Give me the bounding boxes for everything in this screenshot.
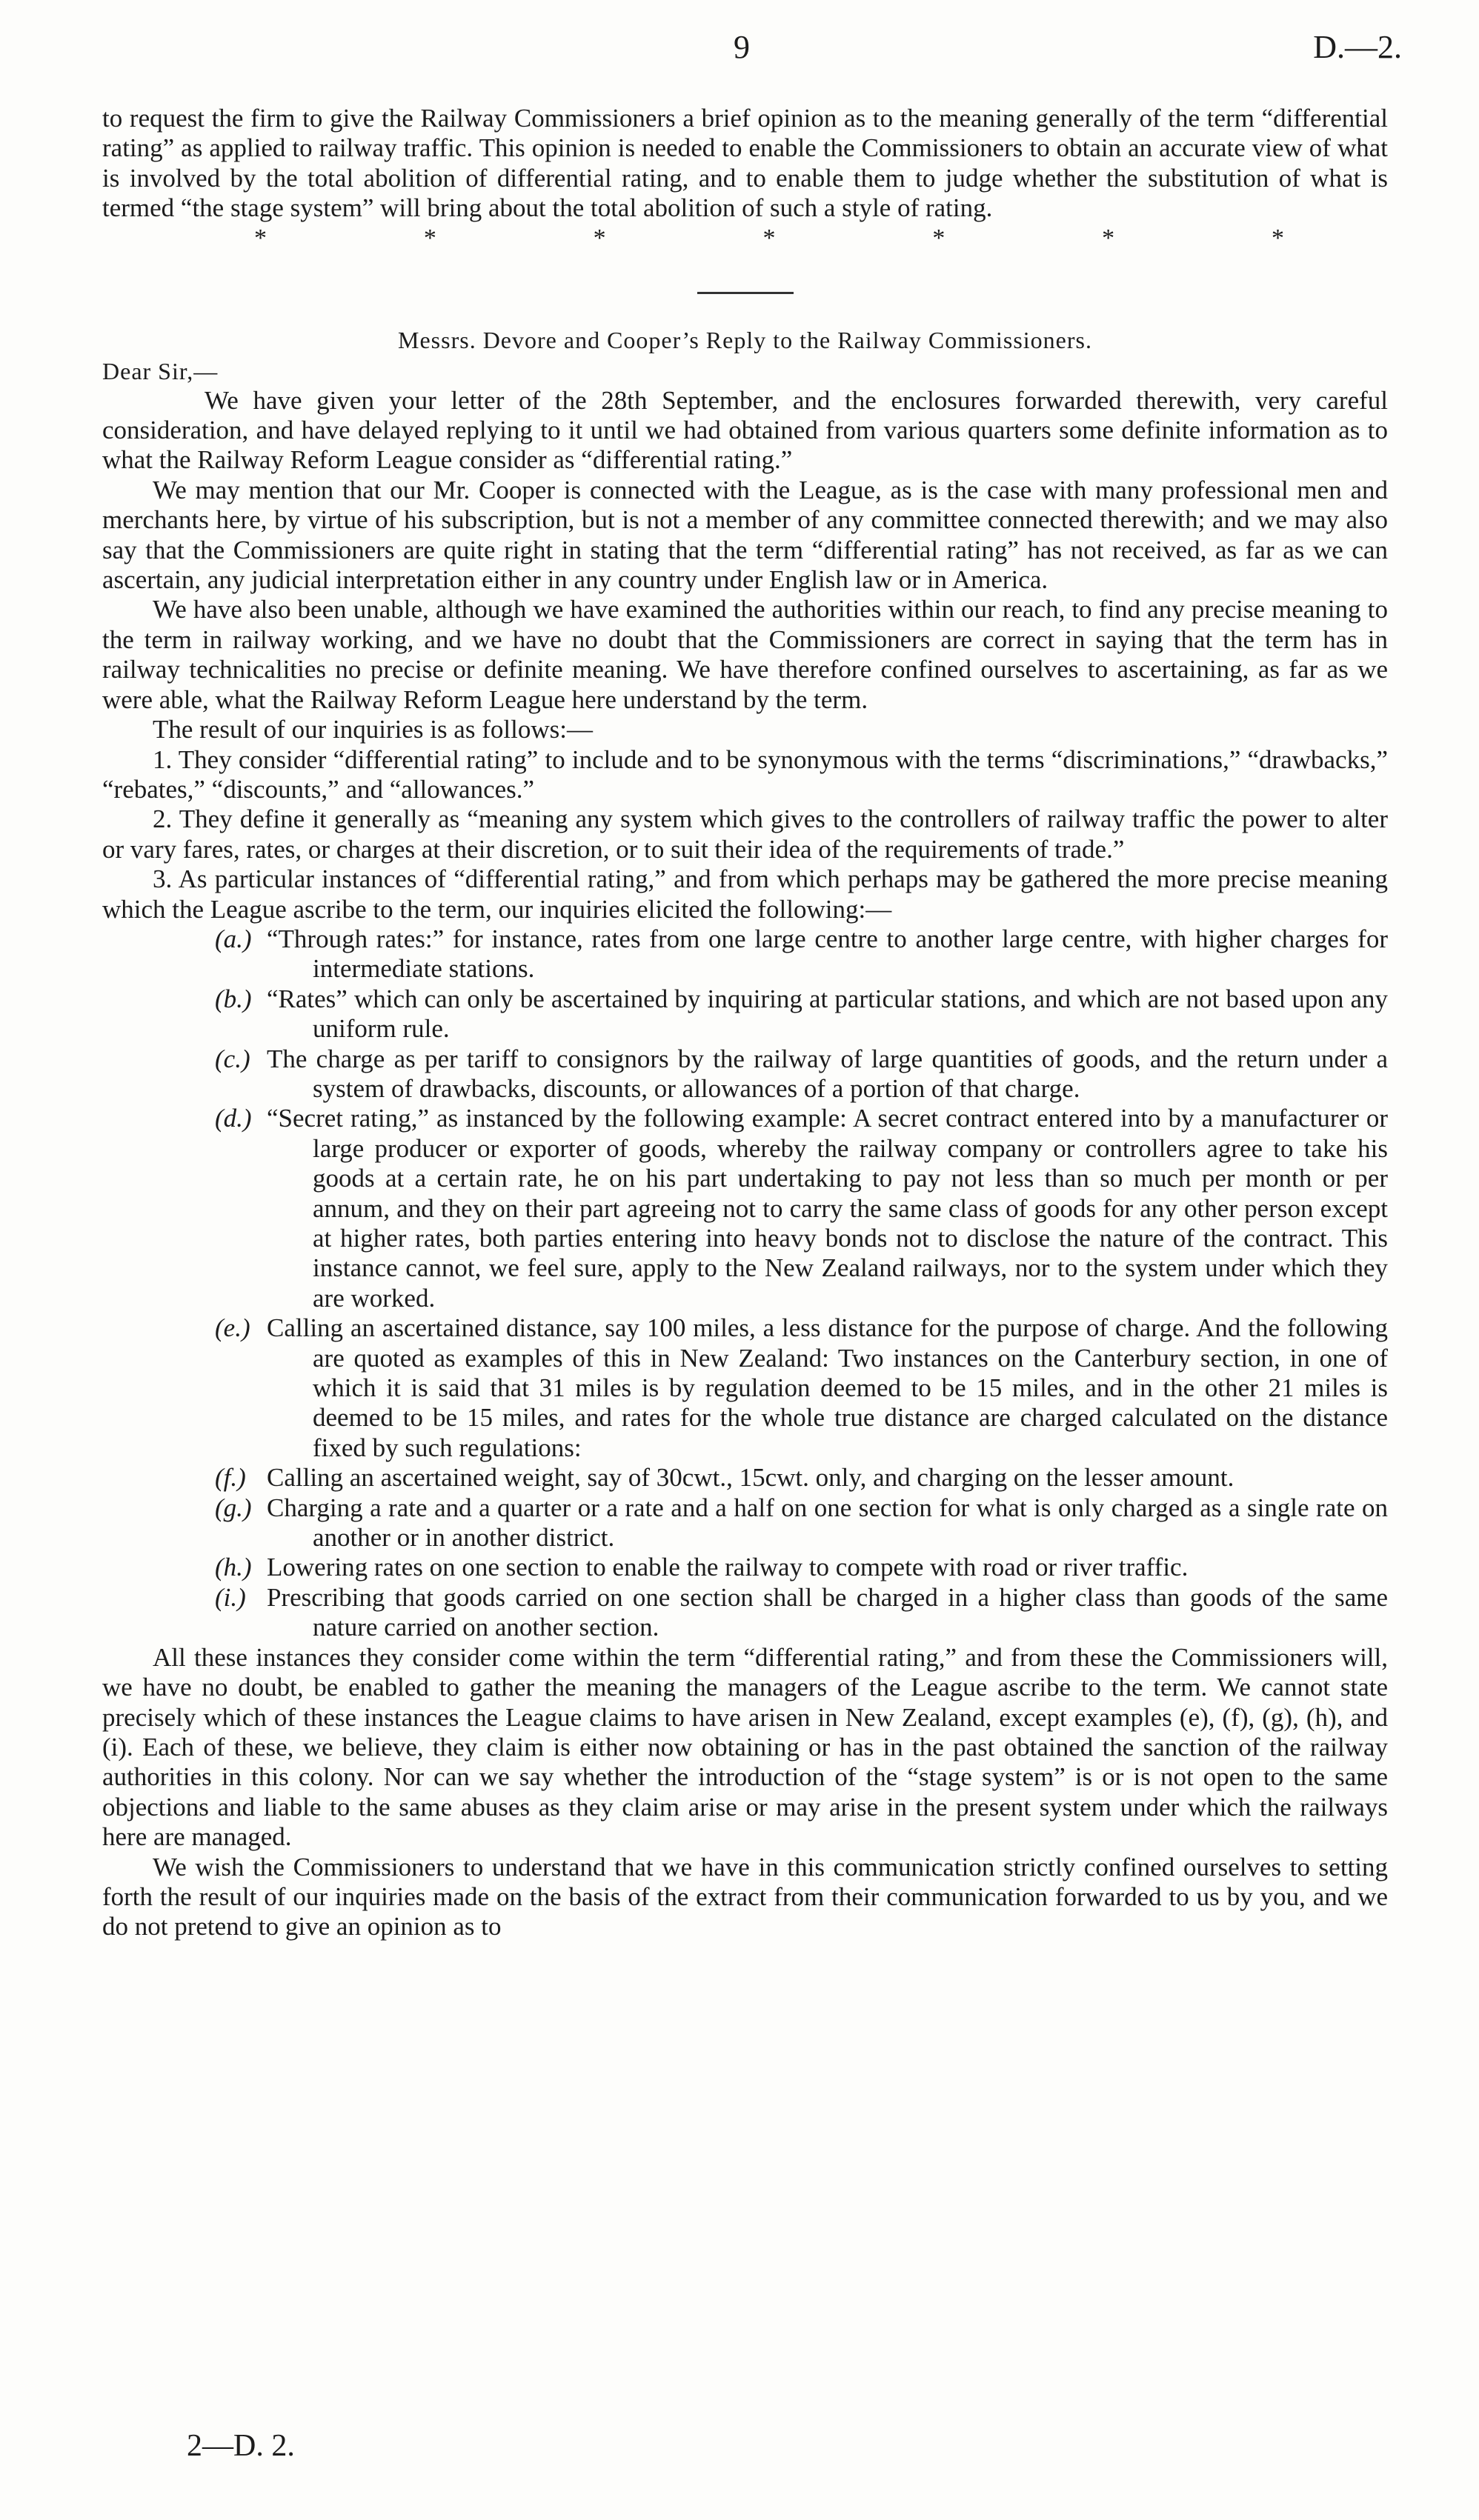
item-label: (a.) [215,924,252,953]
lettered-list [215,924,1388,1643]
page-header [0,28,1479,73]
item-label: (h.) [215,1553,252,1582]
item-text: Charging a rate and a quarter or a rate and a half on one section for what is only charged as a single rate on another or in another district. [267,1493,1388,1553]
item-text: The charge as per tariff to consignors by the railway of large quantities of goods, and the return under a system of drawbacks, discounts, or allowances of a portion of that charge. [267,1044,1388,1103]
item-text: “Rates” which can only be ascertained by inquiring at particular stations, and which are not based upon any uniform rule. [267,984,1388,1044]
item-text: “Through rates:” for instance, rates from one large centre to another large centre, with higher charges for intermediate stations. [267,924,1388,984]
section-break [254,224,1284,253]
document-reference: D.—2. [1313,29,1402,65]
section-break-mark: * [932,224,945,252]
closing-paragraph: We wish the Commissioners to understand that we have in this communication strictly confined ourselves to setting forth the result of our inquiries made on the basis of the extract from their communication forwarded to us by you, and we do not pretend to give an opinion as to [102,1852,1388,1941]
lettered-item [215,1583,1388,1643]
item-text: As particular instances of “differential rating,” and from which perhaps may be gathered the more precise meaning which the League ascribe to the term, our inquiries elicited the following:— [102,864,1388,924]
item-label: 1. [153,744,173,774]
item-label: 3. [153,864,173,894]
section-break-mark: * [423,224,436,252]
item-text: Lowering rates on one section to enable the railway to compete with road or river traffic. [267,1553,1189,1582]
lettered-item [215,1104,1388,1313]
lettered-item [215,924,1388,984]
closing-paragraph: All these instances they consider come within the term “differential rating,” and from these the Commissioners will, we have no doubt, be enabled to gather the meaning the managers of the League ascribe to the term. We cannot state precisely which of these instances the League claims to have arisen in New Zealand, except examples (e), (f), (g), (h), and (i). Each of these, we believe, they claim is either now obtaining or has in the past obtained the sanction of the railway authorities in this colony. Nor can we say whether the introduction of the “stage system” is or is not open to the same objections and liable to the same abuses as they claim arise or may arise in the present system under which the railways here are managed. [102,1642,1388,1852]
item-text: Calling an ascertained distance, say 100 miles, a less distance for the purpose of charge. And the following are quoted as examples of this in New Zealand: Two instances on the Canterbury section, in one of which it is said that 31 miles is by regulation deemed to be 15 miles, and in the other 21 miles is deemed to be 15 miles, and rates for the whole true distance are charged calculated on the distance fixed by such regulations: [267,1313,1388,1462]
numbered-item [102,745,1388,805]
item-text: They consider “differential rating” to include and to be synonymous with the terms “discriminations,” “drawbacks,” “rebates,” “discounts,” and “allowances.” [102,744,1389,804]
item-label: (d.) [215,1104,252,1133]
item-label: (g.) [215,1493,252,1522]
section-break-mark: * [593,224,606,252]
document-body [102,104,1388,1942]
item-label: (b.) [215,984,252,1013]
item-text: Calling an ascertained weight, say of 30cwt., 15cwt. only, and charging on the lesser amount. [267,1463,1234,1493]
numbered-list [102,745,1388,924]
lettered-item [215,1463,1388,1493]
item-label: (i.) [215,1582,246,1612]
item-label: (c.) [215,1044,250,1073]
lettered-item [215,1313,1388,1463]
footer-signature-ref: 2—D. 2. [187,2429,295,2463]
section-break-mark: * [254,224,267,252]
numbered-item [102,864,1388,924]
salutation: Dear Sir,— [102,357,219,384]
page-number: 9 [734,29,750,65]
section-break-mark: * [1102,224,1115,252]
paragraph: We have also been unable, although we have examined the authorities within our reach, to find any precise meaning to the term in railway working, and we have no doubt that the Commissioners are correct in saying that the term has in railway technicalities no precise or definite meaning. We have therefore confined ourselves to ascertaining, as far as we were able, what the Railway Reform League here understand by the term. [102,595,1388,714]
item-text: Prescribing that goods carried on one section shall be charged in a higher class than goods of the same nature carried on another section. [267,1582,1388,1642]
item-label: 2. [153,804,173,834]
lettered-item [215,984,1388,1044]
lettered-item [215,1553,1388,1582]
item-text: “Secret rating,” as instanced by the following example: A secret contract entered into by a manufacturer or large producer or exporter of goods, whereby the railway company or controllers agree to take his goods at a certain rate, he on his part undertaking to pay not less than so much per month or per annum, and they on their part agreeing not to carry the same class of goods for any other person except at higher rates, both parties entering into heavy bonds not to disclose the nature of the contract. This instance cannot, we feel sure, apply to the New Zealand railways, nor to the system under which they are worked. [267,1104,1388,1313]
item-text: They define it generally as “meaning any system which gives to the controllers of railway traffic the power to alter or vary fares, rates, or charges at their discretion, or to suit their idea of the requirements of trade.” [102,804,1388,864]
lettered-item [215,1493,1388,1553]
opening-paragraph: to request the firm to give the Railway Commissioners a brief opinion as to the meaning generally of the term “differential rating” as applied to railway traffic. This opinion is needed to enable the Commissioners to obtain an accurate view of what is involved by the total abolition of differential rating, and to enable them to judge whether the substitution of what is termed “the stage system” will bring about the total abolition of such a style of rating. [102,104,1388,223]
item-label: (e.) [215,1313,250,1343]
numbered-item [102,804,1388,864]
paragraph: We may mention that our Mr. Cooper is connected with the League, as is the case with many professional men and merchants here, by virtue of his subscription, but is not a member of any committee connected therewith; and we may also say that the Commissioners are quite right in stating that the term “differential rating” has not received, as far as we can ascertain, any judicial interpretation either in any country under English law or in America. [102,475,1388,595]
section-break-mark: * [762,224,776,252]
section-break-mark: * [1271,224,1284,252]
letter-heading: Messrs. Devore and Cooper’s Reply to the Railway Commissioners. [398,326,1092,353]
lettered-item [215,1044,1388,1104]
divider-rule [697,292,794,294]
item-label: (f.) [215,1463,246,1493]
paragraph: The result of our inquiries is as follows:— [153,715,593,744]
paragraph: We have given your letter of the 28th September, and the enclosures forwarded therewith, very careful consideration, and have delayed replying to it until we had obtained from various quarters some definite information as to what the Railway Reform League consider as “differential rating.” [102,385,1388,475]
